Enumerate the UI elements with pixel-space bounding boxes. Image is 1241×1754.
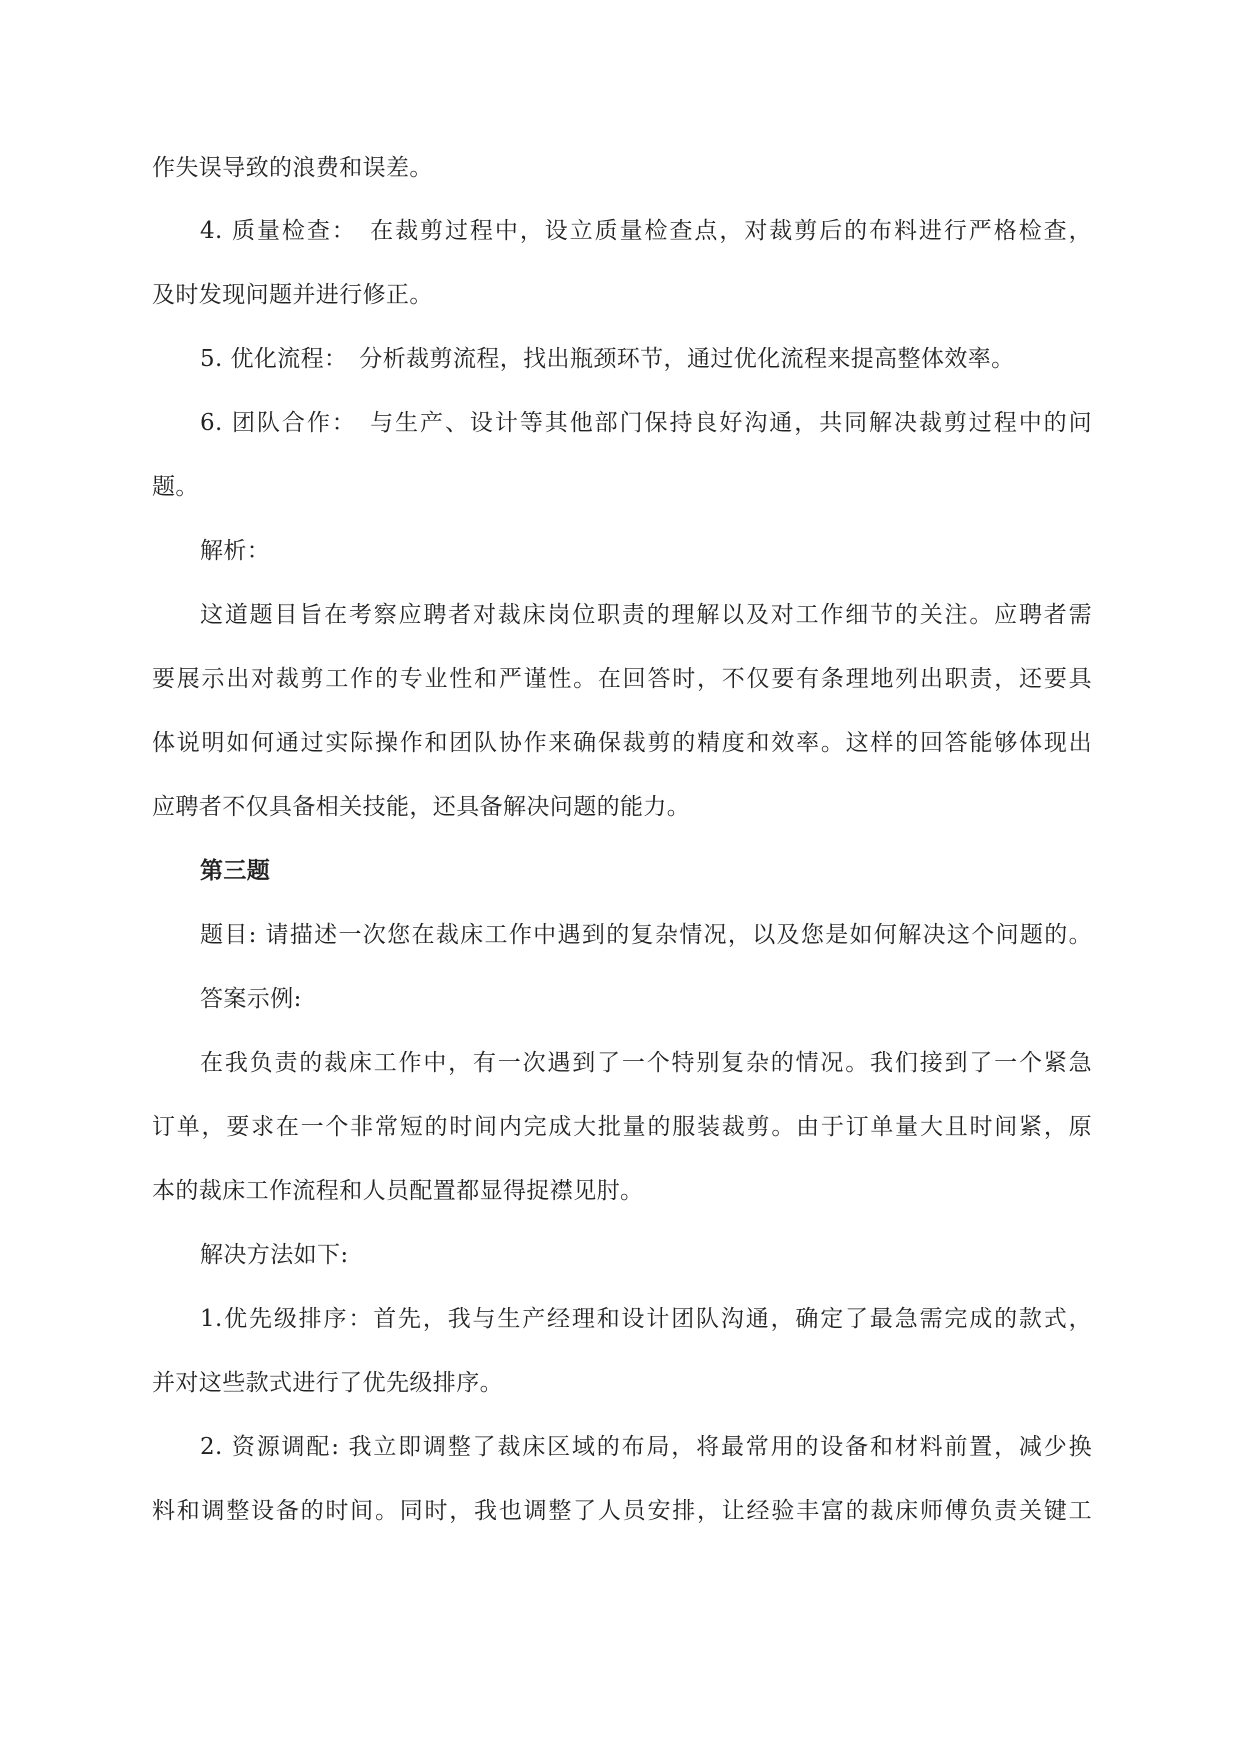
text-line: 题目: 请描述一次您在裁床工作中遇到的复杂情况，以及您是如何解决这个问题的。 [200,922,1092,948]
text-line: 解决方法如下: [200,1242,349,1268]
text-line: 解析： [200,538,271,564]
text-line: 2. 资源调配: 我立即调整了裁床区域的布局，将最常用的设备和材料前置，减少换 [200,1434,1092,1460]
text-line: 这道题目旨在考察应聘者对裁床岗位职责的理解以及对工作细节的关注。应聘者需 [200,602,1092,628]
text-line: 4. 质量检查： 在裁剪过程中，设立质量检查点，对裁剪后的布料进行严格检查， [200,218,1092,244]
text-line: 5. 优化流程： 分析裁剪流程，找出瓶颈环节，通过优化流程来提高整体效率。 [200,346,1015,372]
text-line: 及时发现问题并进行修正。 [152,282,433,308]
text-line: 体说明如何通过实际操作和团队协作来确保裁剪的精度和效率。这样的回答能够体现出 [152,730,1092,756]
text-line: 在我负责的裁床工作中，有一次遇到了一个特别复杂的情况。我们接到了一个紧急 [200,1050,1092,1076]
text-line: 题。 [152,474,199,500]
text-line: 并对这些款式进行了优先级排序。 [152,1370,503,1396]
section-heading: 第三题 [200,857,271,884]
text-line: 作失误导致的浪费和误差。 [152,155,433,181]
text-line: 订单，要求在一个非常短的时间内完成大批量的服装裁剪。由于订单量大且时间紧，原 [152,1114,1092,1140]
text-line: 答案示例: [200,986,302,1012]
text-line: 6. 团队合作： 与生产、设计等其他部门保持良好沟通，共同解决裁剪过程中的问 [200,410,1092,436]
text-line: 本的裁床工作流程和人员配置都显得捉襟见肘。 [152,1178,644,1204]
text-line: 料和调整设备的时间。同时，我也调整了人员安排，让经验丰富的裁床师傅负责关键工 [152,1498,1092,1524]
text-line: 应聘者不仅具备相关技能，还具备解决问题的能力。 [152,794,691,820]
text-line: 要展示出对裁剪工作的专业性和严谨性。在回答时，不仅要有条理地列出职责，还要具 [152,666,1092,692]
text-line: 1.优先级排序：首先，我与生产经理和设计团队沟通，确定了最急需完成的款式， [200,1306,1092,1332]
